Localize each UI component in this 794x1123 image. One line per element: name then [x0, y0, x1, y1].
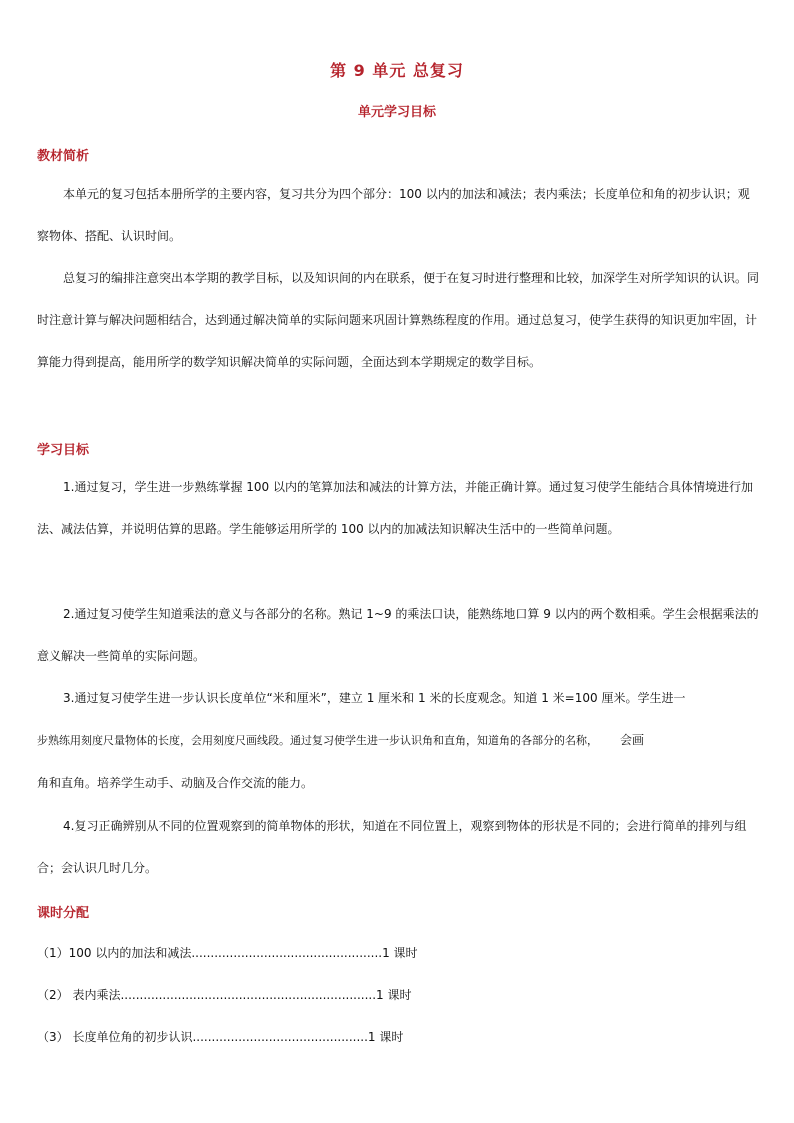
goal-item-2 — [37, 593, 759, 677]
goal-item-3 — [37, 677, 759, 804]
section-heading-schedule: 课时分配 — [37, 906, 90, 921]
page-title: 第 9 单元 总复习 — [330, 61, 464, 80]
section-heading-goals: 学习目标 — [37, 443, 90, 458]
goal-item-4 — [37, 805, 759, 889]
material-paragraph-2-text: 总复习的编排注意突出本学期的教学目标，以及知识间的内在联系，便于在复习时进行整理和比较，加深学生对所学知识的认识。同时注意计算与解决问题相结合，达到通过解决简单的实际问题来巩固计算熟练程度的作用。通过总复习，使学生获得的知识更加牢固，计算能力得到提高，能用所学的数学知识解决简单的实际问题，全面达到本学期规定的数学目标。 — [37, 271, 760, 369]
section-heading-material: 教材简析 — [37, 149, 90, 164]
material-paragraph-1 — [37, 173, 759, 257]
schedule-item-3: （3） 长度单位角的初步认识..............................................1 课时 — [37, 1030, 404, 1044]
goal-item-4-text: 4.复习正确辨别从不同的位置观察到的简单物体的形状，知道在不同位置上，观察到物体的形状是不同的；会进行简单的排列与组合；会认识几时几分。 — [37, 819, 747, 875]
goal-item-1-text: 1.通过复习，学生进一步熟练掌握 100 以内的笔算加法和减法的计算方法，并能正确计算。通过复习使学生能结合具体情境进行加法、减法估算，并说明估算的思路。学生能够运用所学的 100 以内的加减法知识解决生活中的一些简单问题。 — [37, 480, 753, 536]
schedule-item-2: （2） 表内乘法...................................................................1 课时 — [37, 988, 412, 1002]
goal-item-2-text: 2.通过复习使学生知道乘法的意义与各部分的名称。熟记 1~9 的乘法口诀，能熟练地口算 9 以内的两个数相乘。学生会根据乘法的意义解决一些简单的实际问题。 — [37, 607, 759, 663]
goal-item-3-line-3: 角和直角。培养学生动手、动脑及合作交流的能力。 — [37, 776, 314, 790]
schedule-item-1: （1）100 以内的加法和减法..................................................1 课时 — [37, 946, 418, 960]
goal-item-3-line-1: 3.通过复习使学生进一步认识长度单位“米和厘米”，建立 1 厘米和 1 米的长度观念。知道 1 米=100 厘米。学生进一 — [63, 691, 686, 705]
goal-item-3-line-2: 步熟练用刻度尺量物体的长度，会用刻度尺画线段。通过复习使学生进一步认识角和直角，知道角的各部分的名称， — [37, 734, 598, 747]
material-paragraph-1-text: 本单元的复习包括本册所学的主要内容，复习共分为四个部分：100 以内的加法和减法；表内乘法；长度单位和角的初步认识；观察物体、搭配、认识时间。 — [37, 187, 750, 243]
goal-item-3-line-2-end: 会画 — [620, 733, 645, 747]
page-subtitle: 单元学习目标 — [357, 105, 436, 120]
goal-item-1 — [37, 466, 759, 550]
material-paragraph-2 — [37, 257, 759, 383]
